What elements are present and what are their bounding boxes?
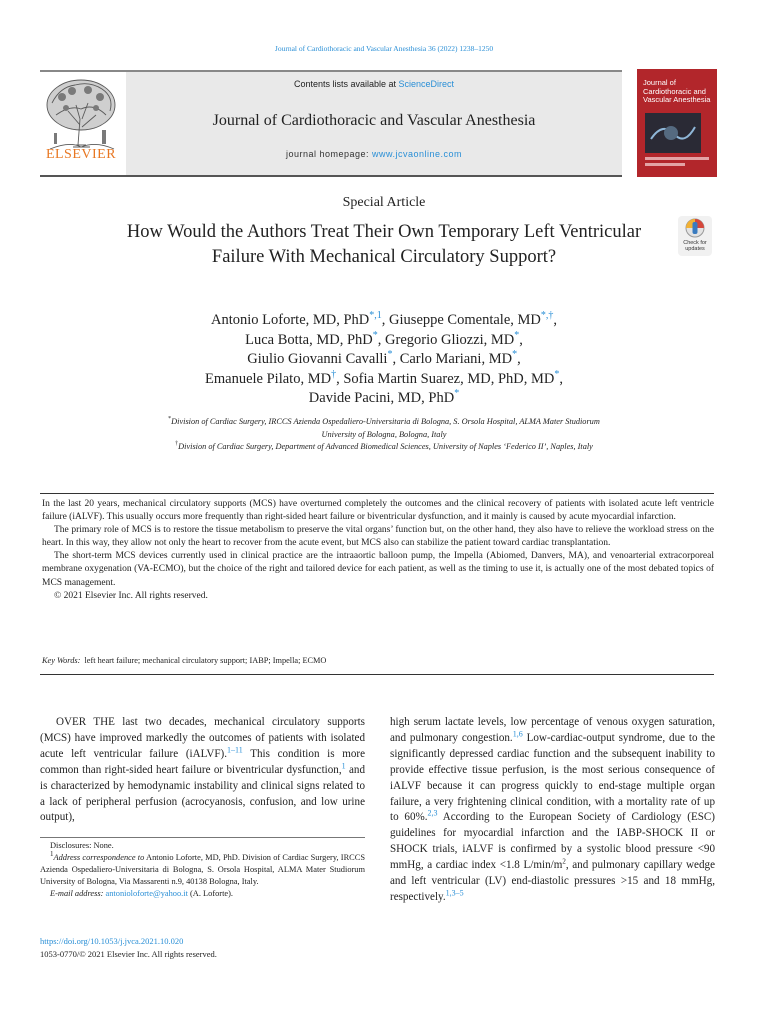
journal-title: Journal of Cardiothoracic and Vascular Anesthesia [212, 112, 536, 129]
disclosures: Disclosures: None. [50, 841, 114, 850]
header-rule-bottom [40, 175, 622, 177]
keywords [42, 656, 714, 665]
footnote-rule [40, 837, 365, 838]
affiliation: *Division of Cardiac Surgery, IRCCS Azienda Ospedaliero-Universitaria di Bologna, S. Orsola Hospital, ALMA Mater Studiorum University of Bologna, Bologna, Italy [168, 416, 600, 439]
crossmark-icon [678, 216, 712, 240]
citation-link[interactable]: 1 [341, 761, 346, 771]
author: Antonio Loforte, MD, PhD$^{*,1}$, [211, 310, 390, 328]
sciencedirect-link[interactable]: ScienceDirect [398, 79, 455, 89]
keywords-label: Key Words: [42, 656, 81, 665]
citation-link[interactable]: 1–11 [227, 745, 243, 755]
cover-title: Journal of Cardiothoracic and Vascular Anesthesia [643, 78, 711, 104]
author: Davide Pacini, MD, PhD* [308, 388, 460, 407]
abstract-paragraph: In the last 20 years, mechanical circulatory supports (MCS) have overturned completely the outcomes and the clinical recovery of patients with isolated acute left ventricle failure (iALVF). This usually occurs more frequently than right-sided heart failure or biventricular dysfunction, and it mainly is caused by acute myocardial infarction. [42, 499, 714, 523]
article-title: How Would the Authors Treat Their Own Temporary Left Ventricular Failure With Mechanical Circulatory Support? [126, 222, 642, 267]
abstract-paragraph: The primary role of MCS is to restore the tissue metabolism to preserve the vital organs’ function but, on the other hand, they also have to relieve the workload stress on the heart. In this way, they allow not only the heart to recover from the acute event, but MCS also can stabilize the patient toward cardiac transplantation. [42, 525, 714, 549]
check-for-updates-label: Check for updates [683, 240, 707, 252]
body-paragraph: high serum lactate levels, low percentage of venous oxygen saturation, and pulmonary congestion.$^{1,6}$ Low-cardiac-output syndrome, due to the significantly depressed cardiac function and the subsequent inability to provide effective tissue perfusion, is the most serious consequence of iALVF because it can progress quickly to end-stage multiple organ failure, a very frightening clinical condition, with a mortality rate of up to 60%.$^{2,3}$ According to the European Society of Cardiology (ESC) guidelines for myocardial infarction and the IABP-SHOCK II or SHOCK trials, iALVF is confirmed by a systolic blood pressure <90 mmHg, a cardiac index <1.8 $L/\min/m^2$, and pulmonary capillary wedge and left ventricular (LV) end-diastolic pressures >15 and 18 mmHg, respectively.$^{1,3-5}$ [390, 716, 716, 903]
elsevier-wordmark: ELSEVIER [45, 147, 117, 162]
keywords-text: left heart failure; mechanical circulatory support; IABP; Impella; ECMO [84, 656, 327, 665]
article-type: Special Article [342, 195, 426, 210]
email-footnote: E-mail address: antonioloforte@yahoo.it (A. Loforte). [50, 889, 234, 899]
affiliation: †Division of Cardiac Surgery, Department of Advanced Biomedical Sciences, University of Naples ‘Federico II’, Naples, Italy [175, 441, 593, 451]
abstract-paragraph: The short-term MCS devices currently used in clinical practice are the intraaortic balloon pump, the Impella (Abiomed, Danvers, MA), and venoarterial extracorporeal membrane oxygenation (VA-ECMO), but the choice of the right and tailored device for each patient, as well as the timing to use it, is actually one of the most debated topics of MCS management. [42, 551, 714, 588]
author: Emanuele Pilato, MD†, [205, 368, 344, 387]
body-paragraph: OVER THE last two decades, mechanical circulatory supports (MCS) have improved markedly the outcomes of patients with isolated acute left ventricular failure (iALVF).$^{1-11}$ This condition is more common than right-sided heart failure or biventricular dysfunction,$^1$ and is characterized by hemodynamic instability and clinical signs related to a lack of peripheral perfusion (acrocyanosis, confusion, and low urine output), [40, 716, 366, 824]
author: Luca Botta, MD, PhD*, [245, 329, 386, 348]
journal-cover-image[interactable] [637, 69, 717, 177]
footnotes [40, 840, 365, 900]
author-email-link[interactable]: antonioloforte@yahoo.it [105, 889, 188, 899]
citation-link[interactable]: 1,6 [512, 729, 523, 739]
contents-prefix: Contents lists available at [293, 79, 399, 89]
cover-artwork-icon [641, 109, 713, 171]
doi-link[interactable]: https://doi.org/10.1053/j.jvca.2021.10.020 [40, 936, 184, 946]
author-list [100, 311, 668, 409]
journal-homepage-link[interactable]: www.jcvaonline.com [372, 149, 463, 159]
affiliations [150, 416, 618, 454]
abstract-rule-bottom [40, 674, 714, 675]
author: Gregorio Gliozzi, MD*, [385, 329, 523, 348]
issn-copyright: 1053-0770/© 2021 Elsevier Inc. All rights reserved. [40, 949, 217, 959]
author: Sofia Martin Suarez, MD, PhD, MD*, [343, 368, 563, 387]
homepage-prefix: journal homepage: [285, 149, 373, 159]
contents-line [126, 79, 622, 89]
running-head: Journal of Cardiothoracic and Vascular Anesthesia 36 (2022) 1238–1250 [274, 44, 494, 53]
author: Carlo Mariani, MD*, [399, 349, 521, 368]
homepage-line [126, 149, 622, 159]
body-column-right [390, 715, 715, 906]
copyright-line: © 2021 Elsevier Inc. All rights reserved. [54, 590, 208, 601]
correspondence-footnote: $^1$Address correspondence to Antonio Loforte, MD, PhD. Division of Cardiac Surgery, IRCCS Azienda Ospedaliero-Universitaria di Bologna, S. Orsola Hospital, ALMA Mater Studiorum University of Bologna, Via Massarenti n.9, 40138 Bologna, Italy. [40, 850, 365, 887]
citation-link[interactable]: 1,3–5 [445, 888, 464, 898]
abstract-rule-top [40, 493, 714, 494]
citation-link[interactable]: 2,3 [427, 808, 438, 818]
abstract [42, 498, 714, 603]
author: Giuseppe Comentale, MD*,†, [389, 310, 557, 328]
body-column-left [40, 715, 365, 826]
author: Giulio Giovanni Cavalli*, [247, 349, 400, 368]
